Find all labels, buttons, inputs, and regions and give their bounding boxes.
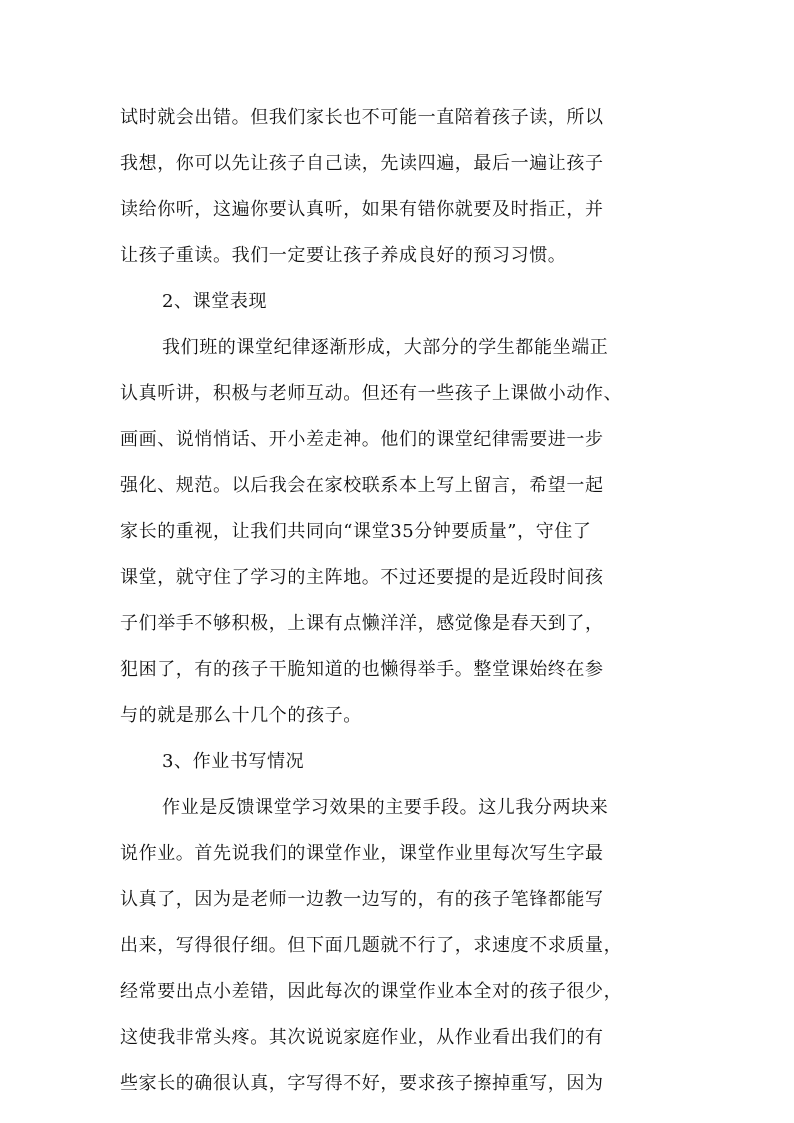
paragraph-line: 经常要出点小差错，因此每次的课堂作业本全对的孩子很少， — [120, 981, 623, 1002]
paragraph-line: 试时就会出错。但我们家长也不可能一直陪着孩子读，所以 — [120, 107, 604, 128]
section-heading: 2、课堂表现 — [162, 291, 268, 312]
paragraph-line: 让孩子重读。我们一定要让孩子养成良好的预习习惯。 — [120, 245, 567, 266]
paragraph-line: 课堂，就守住了学习的主阵地。不过还要提的是近段时间孩 — [120, 567, 604, 588]
paragraph-line: 我们班的课堂纪律逐渐形成，大部分的学生都能坐端正 — [162, 337, 609, 358]
paragraph-line: 强化、规范。以后我会在家校联系本上写上留言，希望一起 — [120, 475, 604, 496]
paragraph-line: 子们举手不够积极，上课有点懒洋洋，感觉像是春天到了， — [120, 613, 604, 634]
paragraph-line: 说作业。首先说我们的课堂作业，课堂作业里每次写生字最 — [120, 843, 604, 864]
paragraph-line: 出来，写得很仔细。但下面几题就不行了，求速度不求质量， — [120, 935, 623, 956]
paragraph-line: 些家长的确很认真，字写得不好，要求孩子擦掉重写，因为 — [120, 1073, 604, 1094]
paragraph-line: 认真了，因为是老师一边教一边写的，有的孩子笔锋都能写 — [120, 889, 604, 910]
paragraph-line: 家长的重视，让我们共同向“课堂35分钟要质量”，守住了 — [120, 521, 592, 542]
paragraph-line: 这使我非常头疼。其次说说家庭作业，从作业看出我们的有 — [120, 1027, 604, 1048]
paragraph-line: 读给你听，这遍你要认真听，如果有错你就要及时指正，并 — [120, 199, 604, 220]
paragraph-line: 我想，你可以先让孩子自己读，先读四遍，最后一遍让孩子 — [120, 153, 604, 174]
paragraph-line: 与的就是那么十几个的孩子。 — [120, 705, 362, 726]
section-heading: 3、作业书写情况 — [162, 751, 305, 772]
paragraph-line: 作业是反馈课堂学习效果的主要手段。这儿我分两块来 — [162, 797, 609, 818]
paragraph-line: 画画、说悄悄话、开小差走神。他们的课堂纪律需要进一步 — [120, 429, 604, 450]
paragraph-line: 认真听讲，积极与老师互动。但还有一些孩子上课做小动作、 — [120, 383, 623, 404]
paragraph-line: 犯困了，有的孩子干脆知道的也懒得举手。整堂课始终在参 — [120, 659, 604, 680]
